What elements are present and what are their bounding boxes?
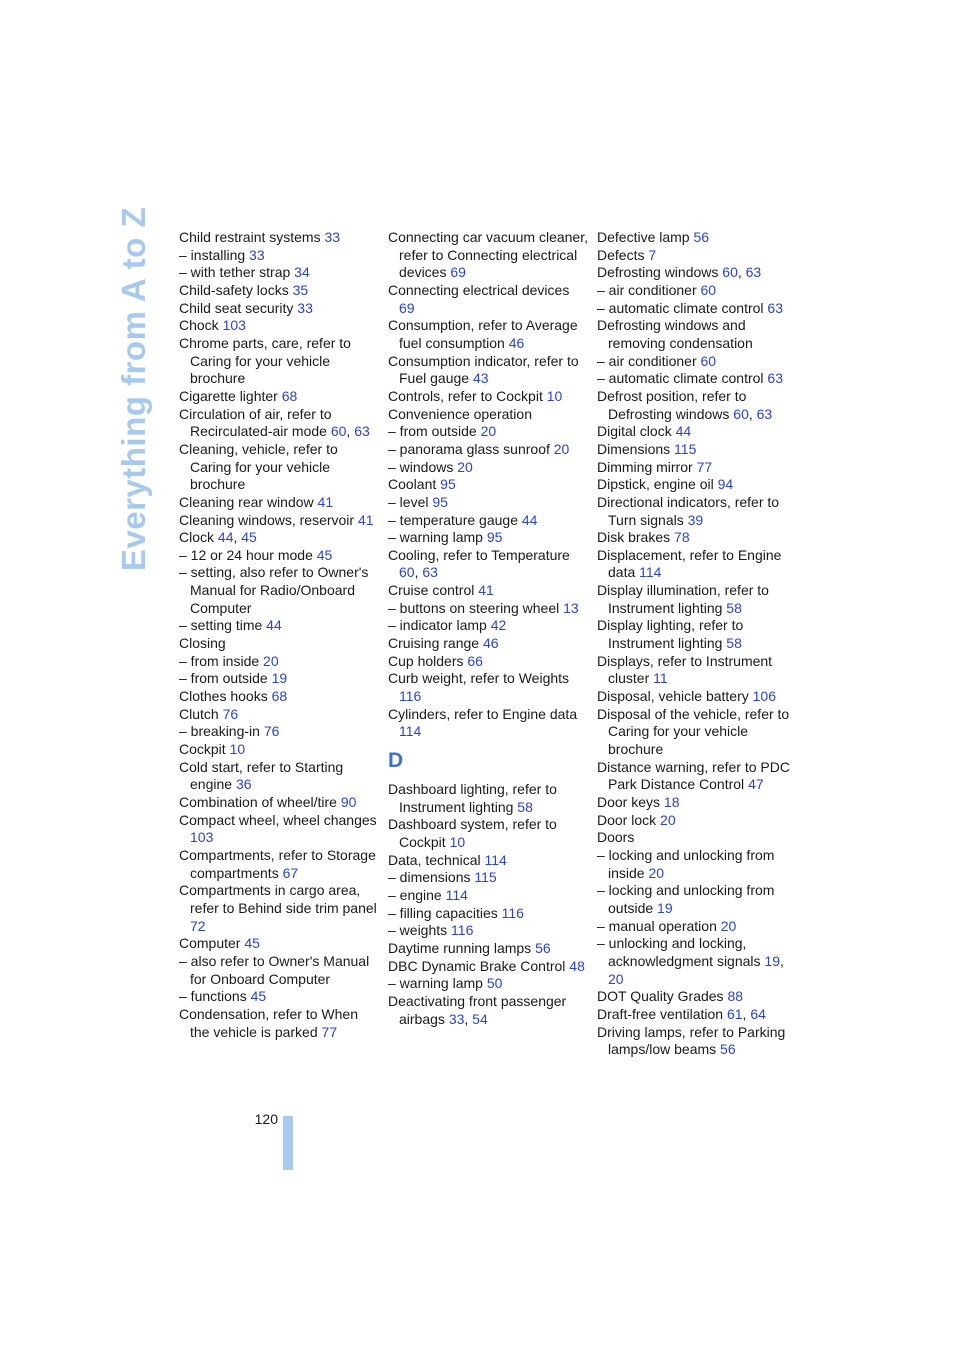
index-entry (179, 847, 379, 882)
index-entry (597, 918, 797, 936)
index-entry-text: Child-safety locks (179, 281, 289, 298)
page-reference-link[interactable]: 76 (222, 705, 239, 722)
page-reference-link[interactable]: 44 (675, 423, 692, 440)
page-reference-link[interactable]: 19 (764, 952, 780, 969)
page-reference-link[interactable]: 60 (399, 564, 415, 581)
page-reference-link[interactable]: 90 (340, 794, 357, 810)
page-reference-link[interactable]: 95 (440, 476, 456, 493)
index-entry (388, 975, 588, 993)
index-entry: Defrosting windows 60, 63 (597, 264, 762, 281)
index-entry-text: DOT Quality Grades (597, 988, 724, 1005)
page-reference-link[interactable]: 7 (648, 246, 657, 263)
index-entry (597, 547, 797, 582)
page-reference-link[interactable]: 46 (508, 334, 525, 351)
index-column-1 (179, 229, 379, 1041)
index-entry-text: Clothes hooks (179, 688, 268, 705)
page-reference-link[interactable]: 114 (399, 723, 422, 740)
page-reference-link[interactable]: 116 (399, 688, 422, 705)
page-reference-link[interactable]: 94 (717, 476, 734, 493)
index-entry-text: Cleaning, vehicle, refer to Caring for your vehicle brochure (179, 440, 338, 493)
index-entry (388, 617, 588, 635)
index-entry-text: Door lock (597, 811, 657, 828)
index-entry (388, 282, 588, 317)
page-reference-link[interactable]: 20 (263, 652, 279, 669)
page-reference-link[interactable]: 33 (324, 229, 341, 245)
page-reference-link[interactable]: 95 (432, 493, 448, 510)
index-entry-text: – setting time (179, 617, 263, 634)
index-entry-text: Defective lamp (597, 229, 690, 245)
index-entry-text: Deactivating front passenger airbags (388, 992, 567, 1027)
page-marker-bar (283, 1116, 293, 1170)
page-reference-link[interactable]: 42 (490, 617, 507, 634)
index-entry: Defrost position, refer to Defrosting windows 60, 63 (597, 387, 773, 422)
index-entry-text: Dashboard lighting, refer to Instrument lighting (388, 781, 557, 815)
page-reference-link[interactable]: 56 (693, 229, 710, 245)
index-entry-text: Connecting electrical devices (388, 281, 570, 298)
page-reference-link[interactable]: 67 (282, 864, 299, 881)
index-entry-text: Cooling, refer to Temperature (388, 546, 570, 563)
index-entry-text: Defects (597, 246, 645, 263)
index-entry-text: Disk brakes (597, 529, 671, 546)
index-entry-text: Disposal, vehicle battery (597, 688, 749, 705)
index-entry-text: Display illumination, refer to Instrument lighting (597, 582, 769, 616)
page-reference-link[interactable]: 33 (249, 246, 265, 263)
page-reference-link[interactable]: 44 (217, 529, 234, 546)
index-entry-text: – weights (388, 922, 448, 939)
index-entry-text: – warning lamp (388, 529, 483, 546)
index-entry (179, 547, 379, 565)
page-reference-link[interactable]: 20 (648, 864, 665, 881)
index-entry (179, 282, 379, 300)
index-entry-text: Cleaning rear window (179, 493, 314, 510)
index-entry-text: Displacement, refer to Engine data (597, 546, 782, 581)
page-reference-link[interactable]: 44 (266, 617, 282, 634)
index-entry (388, 852, 588, 870)
index-entry (179, 794, 379, 812)
page-reference-link[interactable]: 19 (271, 670, 288, 687)
index-entry (597, 494, 797, 529)
page-reference-link[interactable]: 10 (229, 741, 246, 758)
index-entry-text: Cigarette lighter (179, 387, 278, 404)
index-entry (179, 229, 379, 247)
page-reference-link[interactable]: 46 (482, 635, 499, 652)
index-entry-text: Doors (597, 829, 635, 846)
index-entry-text: Closing (179, 635, 226, 652)
index-entry: Draft-free ventilation 61, 64 (597, 1005, 766, 1022)
index-entry (597, 247, 797, 265)
index-entry (179, 335, 379, 388)
index-entry (388, 940, 588, 958)
index-entry (388, 423, 588, 441)
index-entry-text: – functions (179, 988, 247, 1005)
index-entry-text: Digital clock (597, 423, 672, 440)
page-reference-link[interactable]: 19 (657, 899, 673, 916)
index-entry (388, 869, 588, 887)
page-reference-link[interactable]: 106 (752, 688, 776, 705)
index-entry-text: Clock (179, 529, 215, 546)
index-entry-text: – air conditioner (597, 352, 697, 369)
index-entry-text: Consumption indicator, refer to Fuel gauge (388, 352, 579, 387)
index-entry (597, 829, 797, 847)
index-entry (388, 887, 588, 905)
index-entry (597, 476, 797, 494)
page-reference-link[interactable]: 43 (472, 370, 489, 387)
index-entry-text: – buttons on steering wheel (388, 599, 560, 616)
index-entry-text: Cup holders (388, 652, 464, 669)
page-reference-link[interactable]: 63 (767, 299, 783, 316)
index-entry-text: Cylinders, refer to Engine data (388, 705, 578, 722)
index-entry-text: Defrosting windows and removing condensation (597, 317, 753, 351)
index-entry (179, 988, 379, 1006)
page-reference-link[interactable]: 33 (448, 1010, 465, 1027)
page-reference-link[interactable]: 44 (521, 511, 538, 528)
page-reference-link[interactable]: 39 (687, 511, 704, 528)
index-entry-text: Child seat security (179, 299, 294, 316)
page-reference-link[interactable]: 77 (321, 1023, 338, 1040)
index-entry-text: Directional indicators, refer to Turn signals (597, 493, 780, 528)
page-reference-link[interactable]: 41 (317, 493, 334, 510)
index-entry (388, 905, 588, 923)
index-entry (388, 353, 588, 388)
index-entry (179, 317, 379, 335)
page-reference-link[interactable]: 48 (569, 957, 585, 974)
index-column-3 (597, 229, 797, 1059)
page-reference-link[interactable]: 45 (244, 935, 260, 952)
index-entry-text: Defrost position, refer to Defrosting windows (597, 387, 747, 422)
index-entry-text: – air conditioner (597, 281, 697, 298)
page-reference-link[interactable]: 60 (330, 423, 347, 440)
index-entry-text: – from outside (388, 423, 477, 440)
index-entry-text: – engine (388, 886, 442, 903)
page-reference-link[interactable]: 116 (451, 922, 474, 939)
index-entry-text: Curb weight, refer to Weights (388, 670, 570, 687)
index-entry-text: DBC Dynamic Brake Control (388, 957, 566, 974)
index-entry (179, 300, 379, 318)
index-entry: Deactivating front passenger airbags 33, 54 (388, 992, 567, 1027)
index-entry (179, 759, 379, 794)
page-reference-link[interactable]: 63 (354, 423, 370, 440)
page-reference-link[interactable]: 63 (767, 370, 783, 387)
page-reference-link[interactable]: 95 (486, 529, 503, 546)
index-entry (388, 635, 588, 653)
index-entry (597, 617, 797, 652)
index-entry (388, 512, 588, 530)
index-entry (388, 459, 588, 477)
index-entry (388, 670, 588, 705)
index-entry (179, 723, 379, 741)
index-entry (179, 564, 379, 617)
page-reference-link[interactable]: 76 (263, 723, 280, 740)
index-entry-text: Cockpit (179, 741, 226, 758)
index-entry-text: Compartments in cargo area, refer to Behind side trim panel (179, 882, 377, 916)
page-reference-link[interactable]: 56 (720, 1041, 736, 1058)
index-entry-text: Consumption, refer to Average fuel consumption (388, 317, 578, 351)
index-entry (179, 670, 379, 688)
index-entry-text: – automatic climate control (597, 299, 764, 316)
index-entry (388, 494, 588, 512)
page-reference-link[interactable]: 60 (733, 405, 749, 422)
page-reference-link[interactable]: 60 (700, 352, 717, 369)
index-entry-text: – temperature gauge (388, 511, 518, 528)
page-reference-link[interactable]: 56 (535, 939, 551, 956)
index-entry-text: Dimming mirror (597, 458, 693, 475)
page-reference-link[interactable]: 58 (517, 798, 533, 815)
page-reference-link[interactable]: 20 (457, 458, 473, 475)
index-entry-text: – setting, also refer to Owner's Manual for Radio/Onboard Computer (179, 564, 369, 616)
index-entry (597, 529, 797, 547)
index-entry (597, 459, 797, 477)
page-reference-link[interactable]: 20 (720, 917, 737, 934)
index-entry (597, 847, 797, 882)
index-entry (179, 247, 379, 265)
index-entry (388, 600, 588, 618)
index-entry (388, 388, 588, 406)
page-reference-link[interactable]: 114 (445, 886, 468, 903)
index-entry-text: Data, technical (388, 851, 481, 868)
page-reference-link[interactable]: 69 (399, 299, 415, 316)
page-reference-link[interactable]: 41 (357, 511, 374, 528)
page-reference-link[interactable]: 45 (250, 988, 267, 1005)
index-entry-text: – indicator lamp (388, 617, 487, 634)
index-entry (388, 653, 588, 671)
index-entry (179, 264, 379, 282)
index-entry-text: Cold start, refer to Starting engine (179, 758, 344, 793)
index-entry-text: Dimensions (597, 440, 671, 457)
page-reference-link[interactable]: 13 (563, 599, 579, 616)
index-entry (179, 688, 379, 706)
page-reference-link[interactable]: 116 (501, 904, 524, 921)
page-reference-link[interactable]: 115 (674, 440, 697, 457)
page-reference-link[interactable]: 61 (726, 1005, 743, 1022)
index-entry-text: Door keys (597, 794, 661, 810)
page-reference-link[interactable]: 68 (281, 387, 298, 404)
index-entry-text: – also refer to Owner's Manual for Onboard Computer (179, 952, 370, 987)
index-entry-text: Clutch (179, 705, 219, 722)
page-reference-link[interactable]: 45 (316, 546, 333, 563)
page-reference-link[interactable]: 103 (222, 317, 246, 334)
index-entry-text: – dimensions (388, 869, 471, 886)
index-entry-text: Circulation of air, refer to Recirculated-air mode (179, 405, 332, 440)
index-entry (179, 512, 379, 530)
index-entry-text: Daytime running lamps (388, 939, 532, 956)
index-entry (597, 353, 797, 371)
index-entry (597, 882, 797, 917)
index-entry (597, 582, 797, 617)
index-entry-text: Dashboard system, refer to Cockpit (388, 816, 557, 850)
page-reference-link[interactable]: 72 (190, 917, 206, 934)
index-entry-text: Compact wheel, wheel changes (179, 811, 377, 828)
index-entry-text: Draft-free ventilation (597, 1005, 724, 1022)
index-entry (597, 988, 797, 1006)
index-entry-text: Child restraint systems (179, 229, 321, 245)
index-entry-text: Convenience operation (388, 405, 532, 422)
index-entry-text: – panorama glass sunroof (388, 440, 550, 457)
page-reference-link[interactable]: 11 (653, 670, 668, 687)
index-entry (388, 958, 588, 976)
index-entry-text: Cruise control (388, 582, 475, 599)
index-entry (179, 617, 379, 635)
page-reference-link[interactable]: 47 (748, 776, 764, 793)
page-reference-link[interactable]: 36 (235, 776, 252, 793)
index-entry-text: Combination of wheel/tire (179, 794, 337, 810)
index-entry-text: Connecting car vacuum cleaner, refer to Connecting electrical devices (388, 229, 588, 281)
page-reference-link[interactable]: 54 (472, 1010, 488, 1027)
page-reference-link[interactable]: 115 (474, 869, 497, 886)
page-reference-link[interactable]: 63 (745, 264, 762, 281)
page-reference-link[interactable]: 60 (722, 264, 738, 281)
index-entry (388, 406, 588, 424)
index-entry (388, 781, 588, 816)
page-reference-link[interactable]: 63 (756, 405, 773, 422)
page-reference-link[interactable]: 34 (294, 264, 310, 281)
page-reference-link[interactable]: 20 (608, 970, 624, 987)
page-reference-link[interactable]: 69 (450, 264, 466, 281)
index-entry (597, 300, 797, 318)
index-entry (597, 423, 797, 441)
index-entry (597, 794, 797, 812)
index-entry-text: Chock (179, 317, 219, 334)
page-reference-link[interactable]: 18 (663, 794, 680, 810)
side-section-title-text: Everything from A to Z (115, 206, 152, 572)
page-reference-link[interactable]: 78 (674, 529, 690, 546)
index-entry-text: – windows (388, 458, 454, 475)
index-entry (388, 706, 588, 741)
index-entry-text: Disposal of the vehicle, refer to Caring for your vehicle brochure (597, 705, 790, 758)
index-entry (597, 688, 797, 706)
index-entry-text: – 12 or 24 hour mode (179, 546, 313, 563)
index-entry-text: Distance warning, refer to PDC Park Distance Control (597, 758, 790, 793)
index-entry (179, 388, 379, 406)
index-entry-text: Compartments, refer to Storage compartments (179, 846, 376, 881)
index-entry (597, 317, 797, 352)
index-entry (597, 706, 797, 759)
index-entry (179, 635, 379, 653)
index-entry (179, 812, 379, 847)
index-entry-text: – automatic climate control (597, 370, 764, 387)
index-entry (388, 441, 588, 459)
index-entry-text: Cleaning windows, reservoir (179, 511, 355, 528)
index-entry-text: – from outside (179, 670, 268, 687)
index-entry: – unlocking and locking, acknowledgment signals 19, 20 (597, 935, 784, 987)
page-reference-link[interactable]: 20 (553, 440, 570, 457)
page-reference-link[interactable]: 35 (292, 281, 309, 298)
index-entry (597, 759, 797, 794)
page-reference-link[interactable]: 63 (422, 564, 438, 581)
index-entry-text: Display lighting, refer to Instrument lighting (597, 617, 744, 652)
page-reference-link[interactable]: 88 (727, 988, 744, 1005)
page-reference-link[interactable]: 45 (241, 529, 257, 546)
index-entry-text: Defrosting windows (597, 264, 719, 281)
page-number: 120 (254, 1111, 278, 1127)
index-entry (179, 441, 379, 494)
index-entry-text: – level (388, 493, 429, 510)
index-entry (388, 529, 588, 547)
index-entry (179, 706, 379, 724)
page-reference-link[interactable]: 41 (478, 582, 494, 599)
index-entry (597, 1024, 797, 1059)
index-entry-text: – from inside (179, 652, 260, 669)
index-entry-text: Computer (179, 935, 241, 952)
page-reference-link[interactable]: 50 (486, 975, 503, 992)
page-reference-link[interactable]: 114 (484, 851, 507, 868)
index-entry-text: Driving lamps, refer to Parking lamps/low beams (597, 1023, 786, 1058)
page-reference-link[interactable]: 60 (700, 281, 717, 298)
index-entry (597, 812, 797, 830)
index-entry (179, 494, 379, 512)
index-entry (388, 476, 588, 494)
index-entry-text: – with tether strap (179, 264, 291, 281)
page-reference-link[interactable]: 10 (546, 387, 563, 404)
index-entry (597, 229, 797, 247)
page-reference-link[interactable]: 20 (480, 423, 497, 440)
side-section-title (112, 206, 156, 572)
index-entry (388, 922, 588, 940)
index-entry-text: – unlocking and locking, acknowledgment signals (597, 935, 761, 969)
index-entry (179, 882, 379, 935)
section-letter: D (388, 749, 404, 773)
page-reference-link[interactable]: 114 (639, 564, 662, 581)
page-reference-link[interactable]: 58 (726, 635, 742, 652)
index-entry-text: Controls, refer to Cockpit (388, 387, 543, 404)
page-reference-link[interactable]: 68 (271, 688, 288, 705)
index-entry (597, 653, 797, 688)
index-entry-text: – manual operation (597, 917, 717, 934)
page-reference-link[interactable]: 77 (696, 458, 713, 475)
index-entry (597, 370, 797, 388)
index-entry: Circulation of air, refer to Recirculated-air mode 60, 63 (179, 405, 370, 440)
index-entry-text: – locking and unlocking from inside (597, 846, 775, 881)
page-reference-link[interactable]: 33 (297, 299, 313, 316)
page-reference-link[interactable]: 10 (449, 834, 466, 850)
index-entry (597, 282, 797, 300)
index-entry: Cooling, refer to Temperature 60, 63 (388, 546, 570, 581)
index-entry (179, 935, 379, 953)
index-entry-text: – filling capacities (388, 904, 498, 921)
index-entry-text: – breaking-in (179, 723, 260, 740)
index-entry-text: – installing (179, 246, 246, 263)
index-entry (179, 1006, 379, 1041)
index-entry (179, 953, 379, 988)
index-entry (388, 229, 588, 282)
index-entry-text: Condensation, refer to When the vehicle is parked (179, 1005, 358, 1040)
index-entry-text: – warning lamp (388, 975, 483, 992)
page-reference-link[interactable]: 58 (726, 599, 742, 616)
page-reference-link[interactable]: 20 (660, 811, 676, 828)
page-reference-link[interactable]: 103 (190, 829, 214, 846)
index-entry-text: Chrome parts, care, refer to Caring for your vehicle brochure (179, 334, 351, 387)
index-entry-text: Coolant (388, 476, 437, 493)
index-entry (388, 317, 588, 352)
index-entry (388, 816, 588, 851)
index-entry-text: – locking and unlocking from outside (597, 882, 775, 916)
index-column-2 (388, 229, 588, 1028)
index-entry (388, 582, 588, 600)
index-entry-text: Displays, refer to Instrument cluster (597, 652, 773, 687)
page-reference-link[interactable]: 64 (750, 1005, 766, 1022)
index-entry (179, 653, 379, 671)
index-entry: Clock 44, 45 (179, 529, 257, 546)
index-entry (179, 741, 379, 759)
index-entry-text: Dipstick, engine oil (597, 476, 714, 493)
page-reference-link[interactable]: 66 (467, 652, 483, 669)
index-entry (597, 441, 797, 459)
index-entry-text: Cruising range (388, 635, 480, 652)
